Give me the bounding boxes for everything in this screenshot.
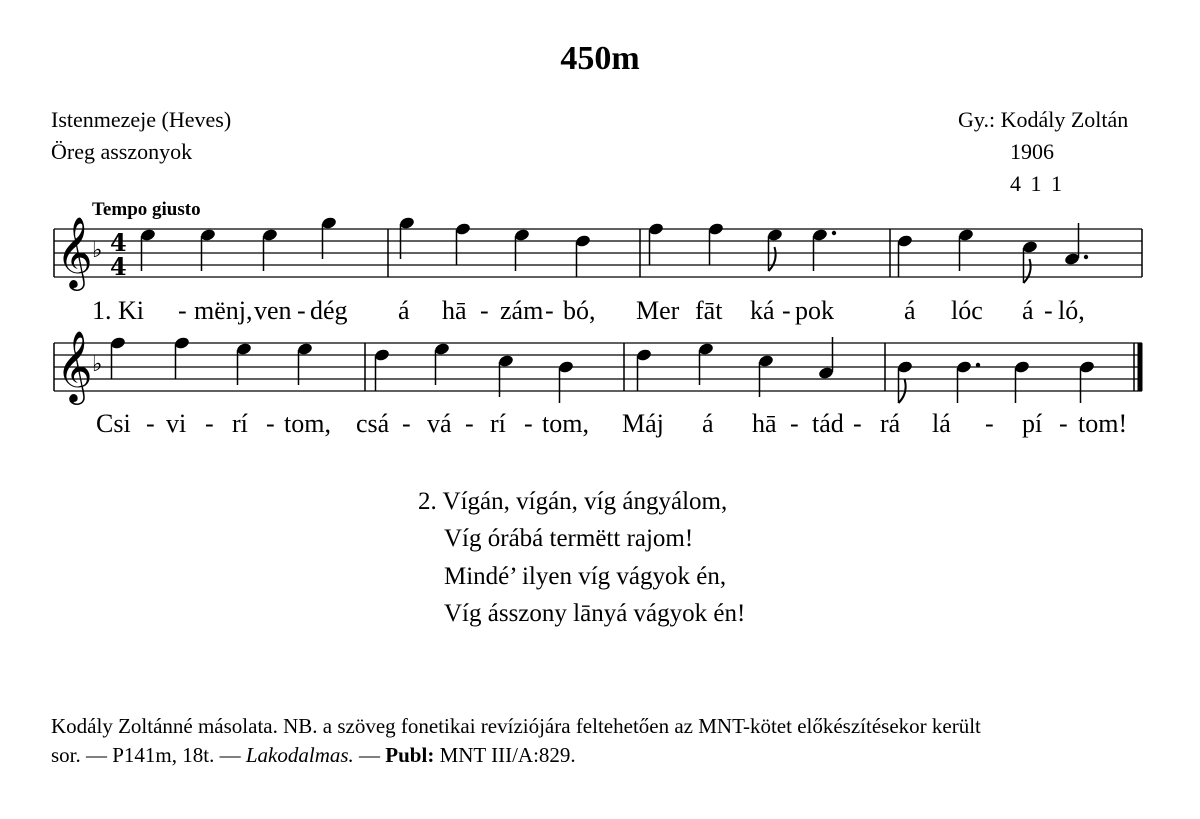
lyric-syllable: bó, — [563, 296, 596, 325]
lyric-hyphen: - — [205, 409, 214, 438]
lyric-syllable: tom, — [542, 409, 589, 438]
lyric-hyphen: - — [146, 409, 155, 438]
lyric-hyphen: - — [297, 296, 306, 325]
lyric-syllable: pok — [795, 296, 834, 325]
lyric-syllable: lá — [932, 409, 951, 438]
lyric-syllable: vi — [166, 409, 187, 438]
source-place: Istenmezeje (Heves) — [51, 107, 232, 132]
editorial-notes — [51, 712, 1161, 770]
lyric-syllable: ven — [254, 296, 292, 325]
lyric-syllable: tád — [812, 409, 844, 438]
note-flag — [769, 247, 776, 271]
flat-icon: ♭ — [92, 238, 103, 263]
stanza2-line: Mindé’ ilyen víg vágyok én, — [444, 563, 727, 590]
lyric-hyphen: - — [178, 296, 187, 325]
lyric-hyphen: - — [985, 409, 994, 438]
lyric-syllable: mënj, — [194, 296, 253, 325]
lyric-syllable: rí — [490, 409, 506, 438]
lyric-syllable: dég — [310, 296, 348, 325]
notes-line1: Kodály Zoltánné másolata. NB. a szöveg fonetikai revíziójára feltehetően az MNT-kötet előkészítésekor került — [51, 714, 981, 738]
source-year: 1906 — [1010, 139, 1054, 164]
lyric-syllable: rá — [880, 409, 901, 438]
lyric-syllable: fāt — [695, 296, 723, 325]
lyric-hyphen: - — [1059, 409, 1068, 438]
note-flag — [1024, 259, 1031, 283]
lyric-syllable: á — [904, 296, 916, 325]
lyric-hyphen: - — [266, 409, 275, 438]
treble-clef-icon: 𝄞 — [56, 215, 93, 288]
lyric-syllable: á — [1022, 296, 1034, 325]
augmentation-dot — [832, 231, 836, 235]
lyric-hyphen: - — [545, 296, 554, 325]
lyric-syllable: lóc — [951, 296, 983, 325]
treble-clef-icon: 𝄞 — [56, 329, 93, 402]
flat-icon: ♭ — [92, 352, 103, 377]
lyric-hyphen: - — [782, 296, 791, 325]
notes-publication: MNT III/A:829. — [434, 743, 576, 767]
notes-text: — — [353, 743, 386, 767]
lyric-syllable: 1. Ki — [92, 296, 144, 325]
source-singer: Öreg asszonyok — [51, 139, 193, 164]
lyric-syllable: tom, — [284, 409, 331, 438]
lyric-syllable: Csi — [96, 409, 131, 438]
staff-system-2 — [54, 329, 1142, 405]
lyric-syllable: rí — [232, 409, 248, 438]
tempo-marking: Tempo giusto — [92, 199, 201, 220]
time-signature-denominator: 4 — [110, 252, 127, 281]
lyric-syllable: hā — [752, 409, 777, 438]
source-collector: Gy.: Kodály Zoltán — [958, 107, 1129, 132]
lyric-syllable: pí — [1022, 409, 1043, 438]
lyric-syllable: á — [398, 296, 410, 325]
augmentation-dot — [1084, 255, 1088, 259]
augmentation-dot — [976, 363, 980, 367]
notes-publ-label: Publ: — [385, 743, 435, 767]
lyric-syllable: á — [702, 409, 714, 438]
lyric-hyphen: - — [853, 409, 862, 438]
lyric-syllable: hā — [442, 296, 467, 325]
lyric-hyphen: - — [480, 296, 489, 325]
lyric-syllable: ká — [750, 296, 775, 325]
source-code: 4 1 1 — [1010, 171, 1062, 196]
notes-genre: Lakodalmas. — [245, 743, 354, 767]
lyric-syllable: csá — [356, 409, 390, 438]
lyric-syllable: zám — [500, 296, 544, 325]
lyric-hyphen: - — [524, 409, 533, 438]
notes-text: sor. — P141m, 18t. — — [51, 743, 246, 767]
page-title: 450m — [560, 40, 640, 77]
stanza2-line: Víg órábá termëtt rajom! — [444, 525, 694, 552]
lyric-syllable: Máj — [622, 409, 664, 438]
lyric-hyphen: - — [790, 409, 799, 438]
lyric-hyphen: - — [465, 409, 474, 438]
stanza2-line: Víg ásszony lānyá vágyok én! — [444, 600, 746, 627]
time-signature-numerator: 4 — [110, 228, 127, 257]
lyric-syllable: vá — [427, 409, 452, 438]
lyric-syllable: tom! — [1078, 409, 1128, 438]
lyric-hyphen: - — [402, 409, 411, 438]
lyric-syllable: ló, — [1058, 296, 1085, 325]
lyric-hyphen: - — [1044, 296, 1053, 325]
lyric-syllable: Mer — [636, 296, 680, 325]
staff-system-1 — [54, 215, 1142, 291]
stanza2-line: 2. Vígán, vígán, víg ángyálom, — [418, 488, 728, 515]
